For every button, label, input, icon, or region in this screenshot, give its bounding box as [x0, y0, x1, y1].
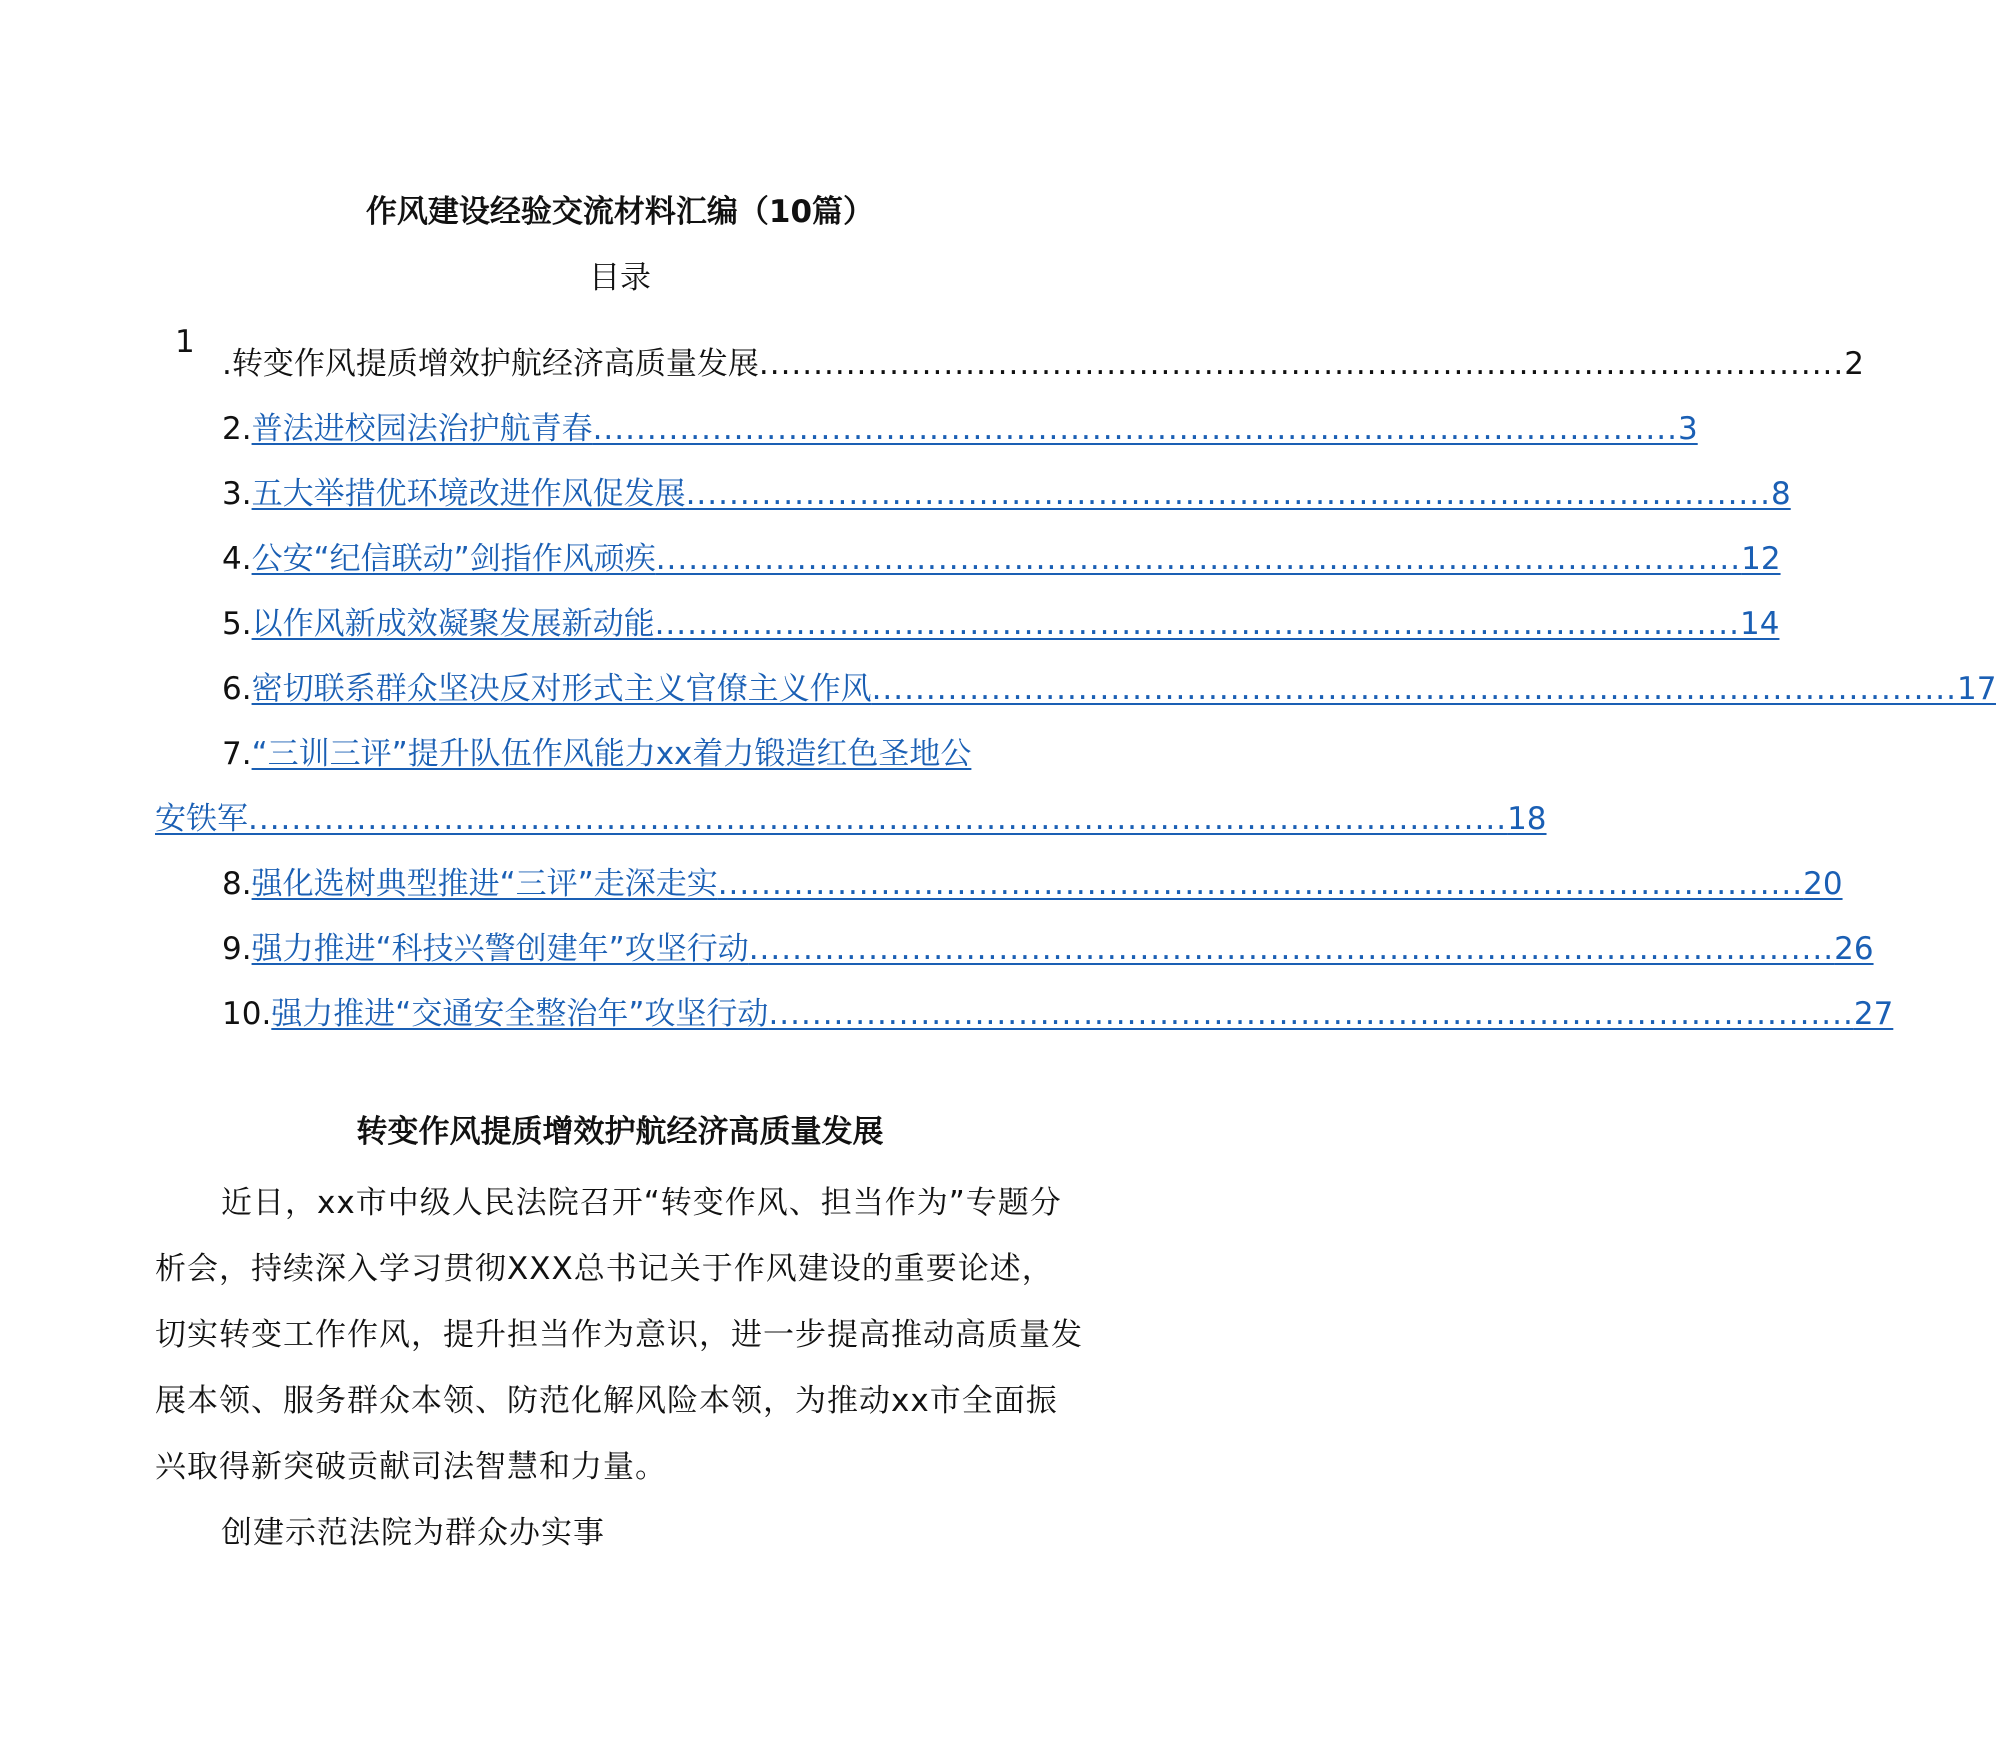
- toc-entry-number: 4.: [222, 541, 252, 577]
- document-title: 作风建设经验交流材料汇编（10篇）: [365, 194, 875, 230]
- toc-link-8[interactable]: [251, 862, 1843, 906]
- toc-page-number: 14: [1739, 606, 1780, 642]
- toc-entry-title: 强力推进“交通安全整治年”攻坚行动: [271, 996, 769, 1032]
- toc-entry-number: 5.: [222, 606, 252, 642]
- toc-page-number: 8: [1770, 476, 1791, 512]
- toc-dot-leader: ....................................................................................................: [685, 476, 1771, 512]
- toc-entry-1: [222, 342, 1864, 386]
- toc-link-3[interactable]: [251, 472, 1791, 516]
- toc-entry-number: 3.: [222, 476, 252, 512]
- toc-item-2: [222, 407, 1698, 451]
- toc-page-number: 26: [1834, 931, 1874, 967]
- section-title: 转变作风提质增效护航经济高质量发展: [356, 1114, 884, 1150]
- toc-item-9: [222, 927, 1874, 971]
- toc-link-2[interactable]: [251, 407, 1698, 451]
- toc-item-7: [222, 732, 1082, 776]
- toc-link-4[interactable]: [251, 537, 1781, 581]
- toc-item-10: [222, 992, 1894, 1036]
- toc-link-7-continued[interactable]: [155, 797, 1547, 841]
- toc-entry-title: 密切联系群众坚决反对形式主义官僚主义作风: [251, 671, 872, 707]
- toc-page-number: 27: [1853, 996, 1894, 1032]
- toc-stray-number: 1: [175, 324, 195, 360]
- toc-page-number: 12: [1741, 541, 1781, 577]
- toc-page-number: 20: [1803, 866, 1843, 902]
- toc-item-5: [222, 602, 1780, 646]
- toc-entry-title: .转变作风提质增效护航经济高质量发展: [222, 346, 759, 382]
- toc-entry-title: 公安“纪信联动”剑指作风顽疾: [251, 541, 656, 577]
- toc-entry-title-line1: “三训三评”提升队伍作风能力xx着力锻造红色圣地公: [251, 736, 972, 772]
- toc-entry-number: 10.: [222, 996, 272, 1032]
- toc-dot-leader: ....................................................................................................................: [248, 801, 1508, 837]
- toc-item-3: [222, 472, 1791, 516]
- toc-item-6: [222, 667, 1996, 711]
- toc-page-number: 18: [1507, 801, 1547, 837]
- toc-dot-leader: ....................................................................................................: [768, 996, 1854, 1032]
- toc-dot-leader: ....................................................................................................: [655, 541, 1742, 577]
- toc-dot-leader: ....................................................................................................: [871, 671, 1957, 707]
- toc-entry-number: 6.: [222, 671, 252, 707]
- toc-page-number: 17: [1956, 671, 1996, 707]
- toc-link-6[interactable]: [251, 667, 1996, 711]
- body-paragraph-2: 创建示范法院为群众办实事: [221, 1515, 605, 1551]
- toc-dot-leader: ....................................................................................................: [717, 866, 1804, 902]
- toc-entry-number: 2.: [222, 411, 252, 447]
- toc-item-1: [222, 342, 1864, 386]
- toc-entry-title: 强化选树典型推进“三评”走深走实: [251, 866, 718, 902]
- toc-page-number: 3: [1677, 411, 1698, 447]
- body-paragraph-1: 近日，xx市中级人民法院召开“转变作风、担当作为”专题分析会，持续深入学习贯彻XXX总书记关于作风建设的重要论述，切实转变工作作风，提升担当作为意识，进一步提高推动高质量发展本领、服务群众本领、防范化解风险本领，为推动xx市全面振兴取得新突破贡献司法智慧和力量。: [155, 1185, 1083, 1485]
- toc-dot-leader: ....................................................................................................: [654, 606, 1740, 642]
- toc-link-10[interactable]: [271, 992, 1894, 1036]
- toc-dot-leader: ....................................................................................................: [748, 931, 1835, 967]
- toc-heading: 目录: [589, 260, 651, 296]
- toc-dot-leader: ....................................................................................................: [592, 411, 1678, 447]
- toc-item-4: [222, 537, 1781, 581]
- toc-entry-number: 8.: [222, 866, 252, 902]
- toc-entry-number: 7.: [222, 736, 252, 772]
- toc-dot-leader: ....................................................................................................: [758, 346, 1845, 382]
- toc-entry-title-line2: 安铁军: [155, 801, 248, 837]
- toc-item-8: [222, 862, 1843, 906]
- toc-entry-title: 普法进校园法治护航青春: [251, 411, 593, 447]
- toc-link-7[interactable]: [252, 732, 1082, 776]
- toc-item-7-continued: [155, 797, 1547, 841]
- toc-link-5[interactable]: [251, 602, 1780, 646]
- toc-entry-number: 9.: [222, 931, 252, 967]
- toc-entry-title: 强力推进“科技兴警创建年”攻坚行动: [251, 931, 749, 967]
- toc-entry-title: 以作风新成效凝聚发展新动能: [251, 606, 655, 642]
- toc-link-9[interactable]: [251, 927, 1874, 971]
- toc-page-number: 2: [1844, 346, 1864, 382]
- toc-entry-title: 五大举措优环境改进作风促发展: [251, 476, 686, 512]
